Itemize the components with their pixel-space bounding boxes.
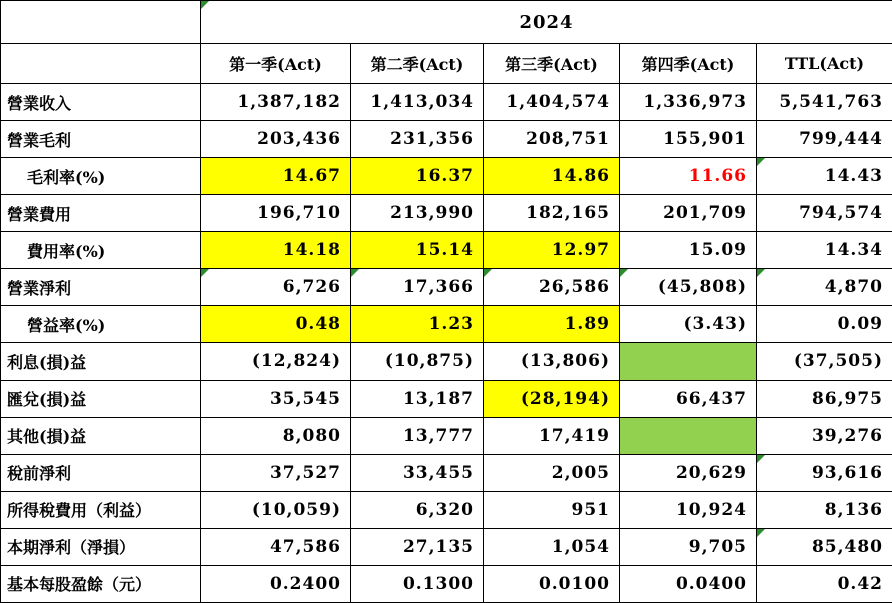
cell-flag-triangle-icon xyxy=(757,455,765,463)
value-cell[interactable] xyxy=(484,491,620,528)
cell-value: 951 xyxy=(571,499,610,520)
value-cell[interactable] xyxy=(620,232,757,269)
value-cell[interactable] xyxy=(620,528,757,565)
value-cell[interactable] xyxy=(757,84,892,121)
row-label-cell[interactable]: 營業毛利 xyxy=(1,121,201,158)
table-row xyxy=(1,158,892,195)
value-cell[interactable] xyxy=(484,158,620,195)
cell-value: 17,419 xyxy=(538,425,610,446)
value-cell[interactable] xyxy=(201,380,351,417)
row-label-cell[interactable]: 利息(損)益 xyxy=(1,343,201,380)
value-cell[interactable] xyxy=(757,528,892,565)
cell-value: 5,541,763 xyxy=(779,92,883,113)
value-cell[interactable] xyxy=(351,528,484,565)
value-cell[interactable] xyxy=(484,84,620,121)
cell-value: 37,527 xyxy=(269,462,341,483)
value-cell[interactable] xyxy=(201,565,351,602)
cell-value: 1,387,182 xyxy=(237,92,341,113)
cell-value: (12,824) xyxy=(251,351,341,372)
value-cell[interactable] xyxy=(757,195,892,232)
cell-value: 6,320 xyxy=(415,499,474,520)
cell-value: 1.23 xyxy=(428,314,474,335)
value-cell[interactable] xyxy=(201,491,351,528)
value-cell[interactable] xyxy=(201,269,351,306)
cell-value: 17,366 xyxy=(402,277,474,298)
cell-value: (10,875) xyxy=(384,351,474,372)
value-cell[interactable] xyxy=(620,306,757,343)
cell-value: 16.37 xyxy=(415,166,474,187)
value-cell[interactable] xyxy=(757,565,892,602)
table-row xyxy=(1,84,892,121)
column-header-q2[interactable]: 第二季(Act) xyxy=(351,44,484,84)
value-cell[interactable] xyxy=(201,454,351,491)
value-cell[interactable] xyxy=(484,417,620,454)
cell-value: 86,975 xyxy=(811,388,883,409)
cell-value: 8,080 xyxy=(282,425,341,446)
cell-value: 10,924 xyxy=(675,499,747,520)
cell-value: 12.97 xyxy=(551,240,610,261)
table-row xyxy=(1,121,892,158)
table-row xyxy=(1,232,892,269)
cell-flag-triangle-icon xyxy=(757,529,765,537)
row-label-blank-cell[interactable] xyxy=(1,44,201,84)
cell-value: 66,437 xyxy=(675,388,747,409)
row-label-cell[interactable]: 營業收入 xyxy=(1,84,201,121)
value-cell[interactable] xyxy=(620,195,757,232)
cell-value: 47,586 xyxy=(269,536,341,557)
cell-value: 13,187 xyxy=(402,388,474,409)
cell-value: 15.09 xyxy=(688,240,747,261)
value-cell[interactable] xyxy=(484,121,620,158)
cell-value: (13,806) xyxy=(520,351,610,372)
cell-value: (45,808) xyxy=(657,277,747,298)
row-label-cell[interactable]: 基本每股盈餘（元） xyxy=(1,565,201,602)
cell-value: 4,870 xyxy=(824,277,883,298)
value-cell[interactable] xyxy=(620,454,757,491)
cell-value: 26,586 xyxy=(538,277,610,298)
row-label-cell[interactable]: 費用率(%) xyxy=(1,232,201,269)
value-cell[interactable] xyxy=(351,232,484,269)
cell-value: 14.67 xyxy=(282,166,341,187)
value-cell[interactable] xyxy=(620,121,757,158)
year-header-cell[interactable] xyxy=(201,1,892,44)
row-label-cell[interactable]: 其他(損)益 xyxy=(1,417,201,454)
year-header-row xyxy=(1,1,892,44)
cell-value: 14.43 xyxy=(824,166,883,187)
table-row xyxy=(1,269,892,306)
cell-value: (3.43) xyxy=(683,314,747,335)
row-label-cell[interactable]: 營業淨利 xyxy=(1,269,201,306)
cell-value: 6,726 xyxy=(282,277,341,298)
value-cell[interactable] xyxy=(201,84,351,121)
value-cell[interactable] xyxy=(757,121,892,158)
value-cell[interactable] xyxy=(484,528,620,565)
value-cell[interactable] xyxy=(351,417,484,454)
cell-value: (28,194) xyxy=(520,388,610,409)
cell-value: 14.86 xyxy=(551,166,610,187)
value-cell[interactable] xyxy=(620,491,757,528)
cell-value: 11.66 xyxy=(688,166,747,187)
cell-value: (37,505) xyxy=(793,351,883,372)
value-cell[interactable] xyxy=(351,343,484,380)
value-cell[interactable] xyxy=(351,158,484,195)
value-cell[interactable] xyxy=(620,158,757,195)
value-cell[interactable] xyxy=(201,195,351,232)
year-label: 2024 xyxy=(519,11,574,33)
cell-value: 0.2400 xyxy=(269,573,341,594)
table-row xyxy=(1,343,892,380)
cell-value: 155,901 xyxy=(663,129,747,150)
value-cell[interactable] xyxy=(351,306,484,343)
cell-value: 39,276 xyxy=(811,425,883,446)
table-row xyxy=(1,417,892,454)
value-cell[interactable] xyxy=(351,565,484,602)
value-cell[interactable] xyxy=(620,84,757,121)
cell-value: 231,356 xyxy=(390,129,474,150)
cell-value: 35,545 xyxy=(269,388,341,409)
value-cell[interactable] xyxy=(201,343,351,380)
value-cell[interactable] xyxy=(757,417,892,454)
cell-value: 0.1300 xyxy=(402,573,474,594)
value-cell[interactable] xyxy=(757,491,892,528)
corner-blank-cell[interactable] xyxy=(1,1,201,44)
value-cell[interactable] xyxy=(757,454,892,491)
column-header-q4[interactable]: 第四季(Act) xyxy=(620,44,757,84)
cell-value: 2,005 xyxy=(551,462,610,483)
value-cell[interactable] xyxy=(620,269,757,306)
table-row xyxy=(1,195,892,232)
row-label-cell[interactable]: 本期淨利（淨損） xyxy=(1,528,201,565)
cell-value: 20,629 xyxy=(675,462,747,483)
table-row xyxy=(1,565,892,602)
cell-value: (10,059) xyxy=(251,499,341,520)
value-cell[interactable] xyxy=(201,417,351,454)
cell-value: 15.14 xyxy=(415,240,474,261)
value-cell[interactable] xyxy=(351,269,484,306)
cell-value: 1,404,574 xyxy=(506,92,610,113)
value-cell[interactable] xyxy=(201,121,351,158)
value-cell[interactable] xyxy=(484,343,620,380)
value-cell[interactable] xyxy=(757,232,892,269)
cell-value: 14.18 xyxy=(282,240,341,261)
cell-value: 33,455 xyxy=(402,462,474,483)
value-cell[interactable] xyxy=(620,343,757,380)
row-label-cell[interactable]: 稅前淨利 xyxy=(1,454,201,491)
value-cell[interactable] xyxy=(201,528,351,565)
cell-value: 93,616 xyxy=(811,462,883,483)
cell-value: 0.09 xyxy=(837,314,883,335)
table-row xyxy=(1,380,892,417)
table-row xyxy=(1,491,892,528)
cell-value: 1,413,034 xyxy=(370,92,474,113)
cell-value: 799,444 xyxy=(799,129,883,150)
cell-flag-triangle-icon xyxy=(484,269,492,277)
row-label-cell[interactable]: 營業費用 xyxy=(1,195,201,232)
row-label-cell[interactable]: 毛利率(%) xyxy=(1,158,201,195)
value-cell[interactable] xyxy=(484,306,620,343)
column-header-row xyxy=(1,44,892,84)
cell-value: 0.0100 xyxy=(538,573,610,594)
value-cell[interactable] xyxy=(757,269,892,306)
value-cell[interactable] xyxy=(620,565,757,602)
cell-value: 85,480 xyxy=(811,536,883,557)
value-cell[interactable] xyxy=(484,565,620,602)
table-row xyxy=(1,454,892,491)
cell-value: 0.48 xyxy=(295,314,341,335)
cell-value: 182,165 xyxy=(526,203,610,224)
cell-value: 213,990 xyxy=(390,203,474,224)
value-cell[interactable] xyxy=(351,454,484,491)
value-cell[interactable] xyxy=(620,417,757,454)
cell-value: 13,777 xyxy=(402,425,474,446)
cell-value: 196,710 xyxy=(257,203,341,224)
cell-flag-triangle-icon xyxy=(757,158,765,166)
value-cell[interactable] xyxy=(484,232,620,269)
cell-value: 0.42 xyxy=(837,573,883,594)
cell-flag-triangle-icon xyxy=(201,1,209,9)
table-body xyxy=(1,84,892,603)
cell-value: 1,336,973 xyxy=(643,92,747,113)
value-cell[interactable] xyxy=(351,121,484,158)
cell-value: 1,054 xyxy=(551,536,610,557)
value-cell[interactable] xyxy=(351,491,484,528)
cell-flag-triangle-icon xyxy=(757,269,765,277)
cell-value: 9,705 xyxy=(688,536,747,557)
column-header-q3[interactable]: 第三季(Act) xyxy=(484,44,620,84)
value-cell[interactable] xyxy=(351,84,484,121)
value-cell[interactable] xyxy=(757,158,892,195)
cell-value: 201,709 xyxy=(663,203,747,224)
cell-value: 27,135 xyxy=(402,536,474,557)
value-cell[interactable] xyxy=(201,232,351,269)
value-cell[interactable] xyxy=(351,195,484,232)
cell-value: 1.89 xyxy=(564,314,610,335)
table-row xyxy=(1,528,892,565)
value-cell[interactable] xyxy=(757,306,892,343)
cell-value: 208,751 xyxy=(526,129,610,150)
table-row xyxy=(1,306,892,343)
value-cell[interactable] xyxy=(351,380,484,417)
column-header-ttl[interactable]: TTL(Act) xyxy=(757,44,892,84)
cell-value: 794,574 xyxy=(799,203,883,224)
value-cell[interactable] xyxy=(620,380,757,417)
value-cell[interactable] xyxy=(201,306,351,343)
column-header-q1[interactable]: 第一季(Act) xyxy=(201,44,351,84)
cell-value: 0.0400 xyxy=(675,573,747,594)
value-cell[interactable] xyxy=(484,269,620,306)
value-cell[interactable] xyxy=(201,158,351,195)
cell-flag-triangle-icon xyxy=(620,269,628,277)
value-cell[interactable] xyxy=(484,195,620,232)
cell-flag-triangle-icon xyxy=(351,269,359,277)
value-cell[interactable] xyxy=(484,380,620,417)
row-label-cell[interactable]: 匯兌(損)益 xyxy=(1,380,201,417)
row-label-cell[interactable]: 營益率(%) xyxy=(1,306,201,343)
value-cell[interactable] xyxy=(757,380,892,417)
cell-value: 203,436 xyxy=(257,129,341,150)
cell-value: 8,136 xyxy=(824,499,883,520)
row-label-cell[interactable]: 所得稅費用（利益） xyxy=(1,491,201,528)
cell-flag-triangle-icon xyxy=(201,269,209,277)
value-cell[interactable] xyxy=(484,454,620,491)
cell-value: 14.34 xyxy=(824,240,883,261)
value-cell[interactable] xyxy=(757,343,892,380)
